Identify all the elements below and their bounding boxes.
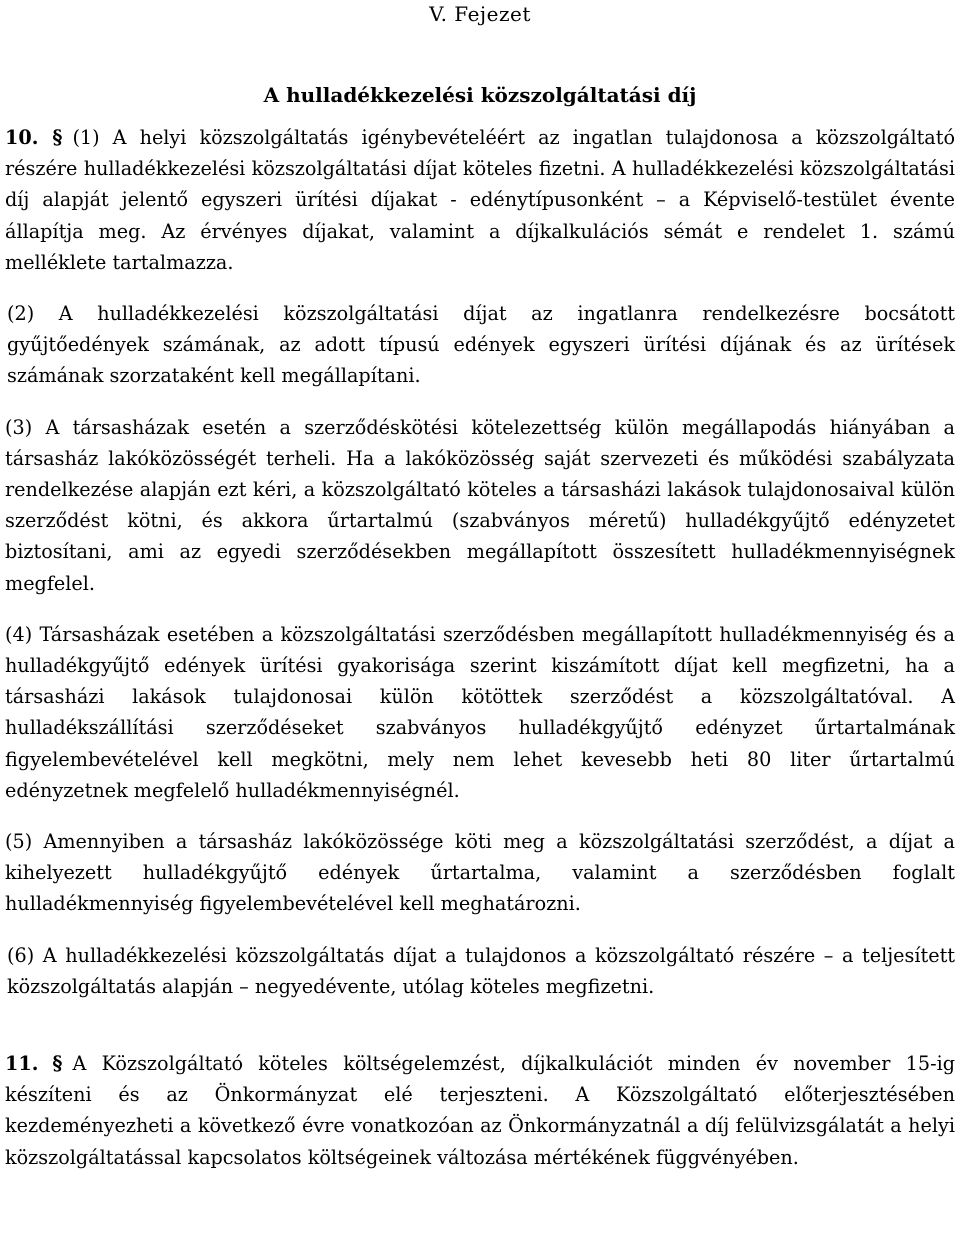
section-10-paragraph-6: (6) A hulladékkezelési közszolgáltatás díjat a tulajdonos a közszolgáltató részére – a teljesített közszolgáltatás alapján – negyedévente, utólag köteles megfizetni. xyxy=(7,943,955,998)
section-sign: § xyxy=(52,126,63,149)
document-page xyxy=(5,0,955,1173)
page-title: A hulladékkezelési közszolgáltatási díj xyxy=(263,83,697,107)
chapter-heading: V. Fejezet xyxy=(429,2,531,26)
section-10-paragraph-5: (5) Amennyiben a társasház lakóközössége köti meg a közszolgáltatási szerződést, a díjat a kihelyezett hulladékgyűjtő edények űrtartalma, valamint a szerződésben foglalt hulladékmennyiség figyelembevételével kell meghatározni. xyxy=(5,830,955,916)
section-10-paragraph-2: (2) A hulladékkezelési közszolgáltatási díjat az ingatlanra rendelkezésre bocsátott gyűjtőedények számának, az adott típusú edények egyszeri ürítési díjának és az ürítések számának szorzataként kell megállapítani. xyxy=(7,302,955,388)
section-number: 10. xyxy=(5,126,39,149)
section-10-paragraph-3: (3) A társasházak esetén a szerződéskötési kötelezettség külön megállapodás hiányában a társasház lakóközösségét terheli. Ha a lakóközösség saját szervezeti és működési szabályzata rendelkezése alapján ezt kéri, a közszolgáltató köteles a társasházi lakások tulajdonosaival külön szerződést kötni, és akkora űrtartalmú (szabványos méretű) hulladékgyűjtő edényzetet biztosítani, ami az egyedi szerződésekben megállapított összesített hulladékmennyiségnek megfelel. xyxy=(5,415,955,595)
section-10-paragraph-1 xyxy=(5,122,955,278)
section-11-paragraph xyxy=(5,1048,955,1173)
paragraph-text: (1) A helyi közszolgáltatás igénybevételéért az ingatlan tulajdonosa a közszolgáltató részére hulladékkezelési közszolgáltatási díjat köteles fizetni. A hulladékkezelési közszolgáltatási díj alapját jelentő egyszeri ürítési díjakat - edénytípusonként – a Képviselő-testület évente állapítja meg. Az érvényes díjakat, valamint a díjkalkulációs sémát e rendelet 1. számú melléklete tartalmazza. xyxy=(5,126,955,274)
paragraph-text: A Közszolgáltató köteles költségelemzést, díjkalkulációt minden év november 15-ig készíteni és az Önkormányzat elé terjeszteni. A Közszolgáltató előterjesztésében kezdeményezheti a következő évre vonatkozóan az Önkormányzatnál a díj felülvizsgálatát a helyi közszolgáltatással kapcsolatos költségeinek változása mértékének függvényében. xyxy=(5,1052,955,1169)
section-number: 11. xyxy=(5,1052,39,1076)
section-10-paragraph-4: (4) Társasházak esetében a közszolgáltatási szerződésben megállapított hulladékmennyiség és a hulladékgyűjtő edények ürítési gyakorisága szerint kiszámított díjat kell megfizetni, ha a társasházi lakások tulajdonosai külön kötöttek szerződést a közszolgáltatóval. A hulladékszállítási szerződéseket szabványos hulladékgyűjtő edényzet űrtartalmának figyelembevételével kell megkötni, mely nem lehet kevesebb heti 80 liter űrtartalmú edényzetnek megfelelő hulladékmennyiségnél. xyxy=(5,622,955,802)
section-sign: § xyxy=(52,1052,63,1076)
